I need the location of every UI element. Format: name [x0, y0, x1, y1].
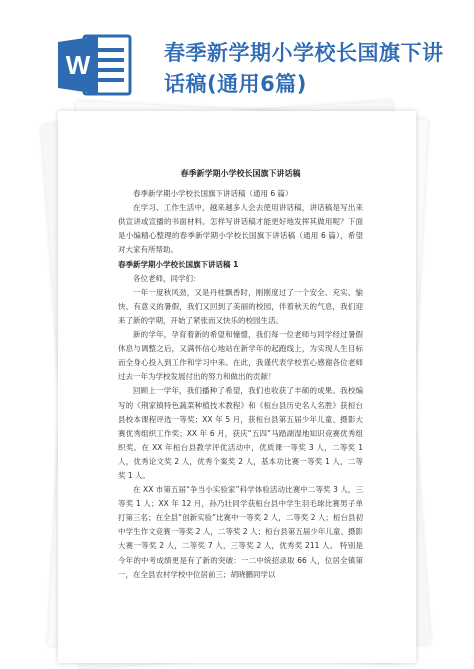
document-page	[58, 111, 416, 663]
page-header	[0, 0, 474, 112]
paragraph: 各位老师，同学们：	[133, 273, 201, 283]
word-document-icon	[58, 34, 132, 96]
document-body	[118, 167, 363, 582]
paragraph: 春季新学期小学校长国旗下讲话稿（通用 6 篇）	[133, 189, 293, 199]
paragraph: 一年一度秋风劲，又是丹桂飘香时，刚刚度过了一个安全、充实、愉快、有意义的暑假，我们又回到了美丽的校园，伴着秋天的气息，我们迎来了新的学期，开始了紧张而又快乐的校园生活。	[118, 287, 363, 325]
page-title: 春季新学期小学校长国旗下讲话稿	[180, 169, 301, 178]
paragraph-list	[118, 187, 363, 582]
document-title: 春季新学期小学校长国旗下讲话稿(通用6篇)	[164, 41, 444, 96]
paragraph: 新的学年，孕育着新的希望和憧憬，我们每一位老师与同学经过暑假休息与调整之后，又满怀信心地站在新学年的起跑线上，为实现人生目标而全身心投入到工作和学习中来。在此，我谨代表学校衷心感谢各位老师过去一年为学校发展付出的努力和做出的贡献！	[118, 330, 363, 382]
section-heading: 春季新学期小学校长国旗下讲话稿 1	[118, 259, 239, 269]
paragraph: 回顾上一学年，我们播种了希望，我们也收获了丰硕的成果。我校编写的《荆家镇特色蔬菜种植技术教程》和《桓台县历史名人名胜》获桓台县校本课程评选一等奖；XX 年 5 月，获桓台县第五届少年儿童、摄影大赛优秀组织工作奖；XX 年 6 月，获庆“五四”马踏湖湿地知识竞赛优秀组织奖。在 XX 年桓台县教学评优活动中，优质课一等奖 3 人，二等奖 1 人，优秀论文奖 2 人，优秀个案奖 2 人，基本功比赛一等奖 1 人，二等奖 1 人。	[118, 386, 363, 480]
word-icon-letter: W	[65, 50, 91, 80]
paragraph: 在学习、工作生活中，越来越多人会去使用讲话稿，讲话稿是写出来供宣讲或宣播的书面材料。怎样写讲话稿才能更好地发挥其做用呢？下面是小编精心整理的春季新学期小学校长国旗下讲话稿（通用 6 篇），希望对大家有所帮助。	[118, 203, 363, 255]
paragraph: 在 XX 市第五届“争当小实验家”科学体验活动比赛中二等奖 3 人，三等奖 1 人；XX 年 12 月，孙乃壮同学获桓台县中学生羽毛球比赛男子单打第三名；在全县“创新实验”比赛中一等奖 2 人，二等奖 2 人；桓台县初中学生作文竞赛一等奖 2 人，二等奖 2 人；桓台县第五届少年儿童、摄影大赛一等奖 2 人，二等奖 7 人，三等奖 2 人，优秀奖 211 人。 特别是今年的中考成绩更是有了新的突破：一二中统招录取 66 人，位居全镇第一，在全县农村学校中位居前三；胡晓鹏同学以	[118, 485, 363, 579]
